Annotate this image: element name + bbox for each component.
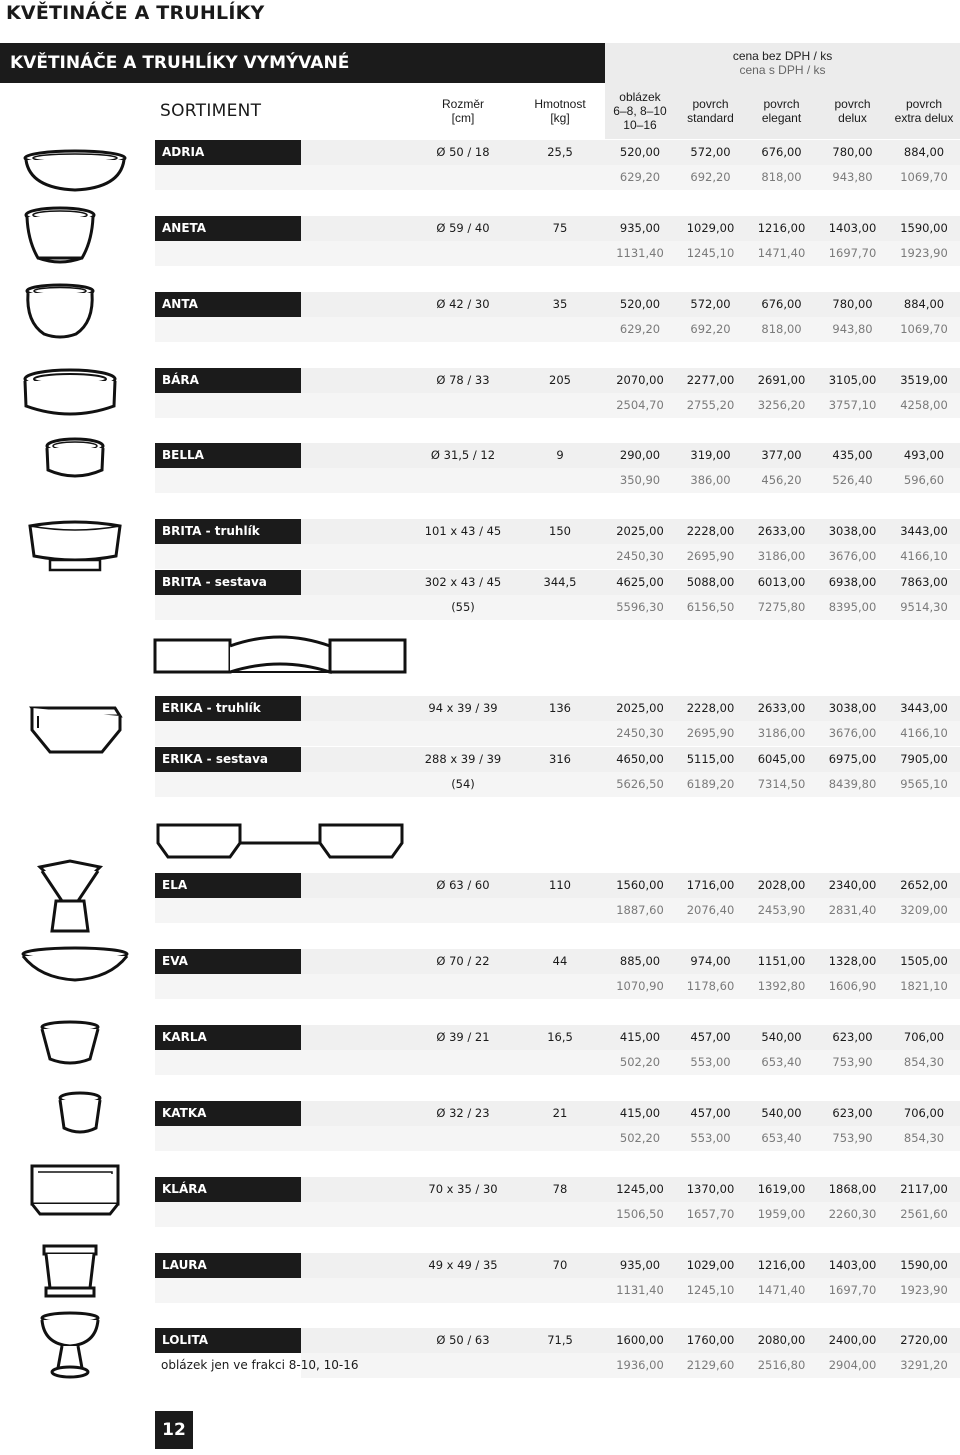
price-gross: 1923,90 <box>900 246 948 260</box>
price-net: 572,00 <box>690 297 731 311</box>
price-gross: 653,40 <box>761 1131 802 1145</box>
price-net: 1868,00 <box>828 1182 877 1196</box>
header-delux <box>817 83 888 139</box>
price-gross: 1069,70 <box>900 170 948 184</box>
price-gross: 1178,60 <box>686 979 735 993</box>
product-name: ERIKA - sestava <box>155 747 301 772</box>
price-gross: 818,00 <box>761 322 802 336</box>
price-gross: 653,40 <box>761 1055 802 1069</box>
price-gross: 943,80 <box>832 322 873 336</box>
price-net: 1403,00 <box>828 1258 877 1272</box>
price-gross: 1959,00 <box>757 1207 806 1221</box>
price-gross: 9514,30 <box>900 600 948 614</box>
price-gross: 9565,10 <box>900 777 948 791</box>
product-weight: 75 <box>552 221 568 235</box>
header-elegant <box>746 83 817 139</box>
price-net: 2633,00 <box>757 524 806 538</box>
price-net: 5088,00 <box>686 575 735 589</box>
price-gross: 3676,00 <box>828 726 877 740</box>
price-net: 2117,00 <box>900 1182 948 1196</box>
price-note-net: cena bez DPH / ks <box>732 49 833 63</box>
price-net: 2340,00 <box>828 878 877 892</box>
product-name: LAURA <box>155 1253 301 1278</box>
laura-illustration <box>20 1240 120 1302</box>
anta-illustration <box>20 282 100 344</box>
aneta-illustration <box>20 206 100 268</box>
price-gross: 692,20 <box>690 322 731 336</box>
price-gross: 629,20 <box>619 170 661 184</box>
product-size: Ø 50 / 63 <box>436 1333 490 1347</box>
price-gross: 2453,90 <box>757 903 806 917</box>
price-gross: 753,90 <box>832 1131 873 1145</box>
product-name: ERIKA - truhlík <box>155 696 301 721</box>
price-gross: 3256,20 <box>757 398 806 412</box>
price-gross: 1923,90 <box>900 1283 948 1297</box>
price-gross: 2504,70 <box>616 398 664 412</box>
product-name: ELA <box>155 873 301 898</box>
price-net: 2070,00 <box>616 373 664 387</box>
price-gross: 818,00 <box>761 170 802 184</box>
page-title: KVĚTINÁČE A TRUHLÍKY <box>6 2 265 24</box>
header-hmotnost-l2: [kg] <box>550 111 570 125</box>
price-gross: 1070,90 <box>616 979 664 993</box>
price-gross: 2755,20 <box>686 398 735 412</box>
price-net: 6045,00 <box>757 752 806 766</box>
product-weight: 136 <box>549 701 571 715</box>
price-gross: 1131,40 <box>616 246 664 260</box>
brita-sestava-illustration <box>150 632 410 684</box>
price-gross: 2260,30 <box>828 1207 877 1221</box>
product-size: Ø 32 / 23 <box>436 1106 490 1120</box>
price-gross: 2450,30 <box>616 549 664 563</box>
price-gross: 3291,20 <box>900 1358 948 1372</box>
price-net: 7863,00 <box>900 575 948 589</box>
header-hmotnost-l1: Hmotnost <box>534 97 586 111</box>
product-name: BÁRA <box>155 368 301 393</box>
header-rozmer <box>413 83 513 139</box>
product-size: Ø 31,5 / 12 <box>430 448 496 462</box>
header-sortiment: SORTIMENT <box>160 101 262 121</box>
price-net: 415,00 <box>619 1030 661 1044</box>
header-oblazek-l2: 6–8, 8–10 <box>613 104 667 118</box>
product-weight: 150 <box>549 524 571 538</box>
price-net: 1245,00 <box>616 1182 664 1196</box>
price-net: 2228,00 <box>686 524 735 538</box>
price-gross: 1245,10 <box>686 1283 735 1297</box>
price-net: 493,00 <box>903 448 945 462</box>
price-net: 1403,00 <box>828 221 877 235</box>
price-net: 377,00 <box>761 448 802 462</box>
price-net: 2652,00 <box>900 878 948 892</box>
price-gross: 350,90 <box>619 473 661 487</box>
price-gross: 502,20 <box>619 1131 661 1145</box>
price-gross: 3209,00 <box>900 903 948 917</box>
price-net: 540,00 <box>761 1106 802 1120</box>
price-net: 780,00 <box>832 297 873 311</box>
price-net: 435,00 <box>832 448 873 462</box>
price-net: 1370,00 <box>686 1182 735 1196</box>
product-name: LOLITA <box>155 1328 301 1353</box>
product-weight: 78 <box>552 1182 568 1196</box>
price-gross: 1606,90 <box>828 979 877 993</box>
price-gross: 2695,90 <box>686 549 735 563</box>
price-net: 885,00 <box>619 954 661 968</box>
price-net: 1328,00 <box>828 954 877 968</box>
price-net: 540,00 <box>761 1030 802 1044</box>
price-gross: 854,30 <box>903 1055 945 1069</box>
price-gross: 8439,80 <box>828 777 877 791</box>
price-gross: 753,90 <box>832 1055 873 1069</box>
price-net: 1590,00 <box>900 1258 948 1272</box>
header-extra-l2: extra delux <box>894 111 954 125</box>
price-net: 1505,00 <box>900 954 948 968</box>
price-gross: 5626,50 <box>616 777 664 791</box>
price-gross: 1506,50 <box>616 1207 664 1221</box>
price-net: 2025,00 <box>616 701 664 715</box>
price-gross: 4166,10 <box>900 726 948 740</box>
brita-truhlik-illustration <box>20 516 130 578</box>
price-net: 2025,00 <box>616 524 664 538</box>
header-standard-l1: povrch <box>692 97 729 111</box>
price-net: 884,00 <box>903 297 945 311</box>
price-gross: 943,80 <box>832 170 873 184</box>
header-elegant-l1: povrch <box>763 97 800 111</box>
price-gross: 6156,50 <box>686 600 735 614</box>
product-weight: 44 <box>552 954 568 968</box>
price-gross: 4258,00 <box>900 398 948 412</box>
price-gross: 1821,10 <box>900 979 948 993</box>
product-size: Ø 39 / 21 <box>436 1030 490 1044</box>
product-name: KATKA <box>155 1101 301 1126</box>
price-net: 6975,00 <box>828 752 877 766</box>
price-gross: 3186,00 <box>757 549 806 563</box>
price-gross: 3186,00 <box>757 726 806 740</box>
product-size: 288 x 39 / 39 (54) <box>424 752 502 791</box>
product-weight: 9 <box>556 448 564 462</box>
price-net: 3443,00 <box>900 524 948 538</box>
price-net: 974,00 <box>690 954 731 968</box>
header-oblazek-l3: 10–16 <box>623 118 657 132</box>
header-extra-l1: povrch <box>905 97 942 111</box>
price-gross: 2516,80 <box>757 1358 806 1372</box>
ela-illustration <box>20 857 120 935</box>
price-gross: 386,00 <box>690 473 731 487</box>
price-gross: 2076,40 <box>686 903 735 917</box>
price-net: 319,00 <box>690 448 731 462</box>
section-title: KVĚTINÁČE A TRUHLÍKY VYMÝVANÉ <box>0 43 605 83</box>
product-size: Ø 78 / 33 <box>436 373 490 387</box>
product-weight: 71,5 <box>547 1333 573 1347</box>
price-gross: 1131,40 <box>616 1283 664 1297</box>
lolita-illustration <box>20 1310 120 1382</box>
header-extra-delux <box>888 83 960 139</box>
lolita-note: oblázek jen ve frakci 8-10, 10-16 <box>161 1358 359 1372</box>
erika-sestava-illustration <box>150 815 410 867</box>
price-net: 1560,00 <box>616 878 664 892</box>
price-net: 457,00 <box>690 1030 731 1044</box>
product-size: 70 x 35 / 30 <box>428 1182 498 1196</box>
price-gross: 502,20 <box>619 1055 661 1069</box>
product-weight: 110 <box>549 878 571 892</box>
header-delux-l1: povrch <box>834 97 871 111</box>
price-net: 2080,00 <box>757 1333 806 1347</box>
price-net: 520,00 <box>619 145 661 159</box>
price-net: 1029,00 <box>686 221 735 235</box>
price-gross: 3757,10 <box>828 398 877 412</box>
price-net: 1029,00 <box>686 1258 735 1272</box>
price-gross: 7275,80 <box>757 600 806 614</box>
price-net: 3105,00 <box>828 373 877 387</box>
price-net: 706,00 <box>903 1106 945 1120</box>
product-weight: 316 <box>549 752 571 766</box>
price-gross: 3676,00 <box>828 549 877 563</box>
header-oblazek <box>605 83 675 139</box>
price-net: 1216,00 <box>757 1258 806 1272</box>
product-weight: 16,5 <box>547 1030 573 1044</box>
price-gross: 1069,70 <box>900 322 948 336</box>
price-net: 520,00 <box>619 297 661 311</box>
price-gross: 1697,70 <box>828 1283 877 1297</box>
price-gross: 1245,10 <box>686 246 735 260</box>
price-net: 1600,00 <box>616 1333 664 1347</box>
price-gross: 7314,50 <box>757 777 806 791</box>
product-size: 101 x 43 / 45 <box>424 524 502 538</box>
price-gross: 2695,90 <box>686 726 735 740</box>
product-size: 302 x 43 / 45 (55) <box>424 575 502 614</box>
product-name: ANETA <box>155 216 301 241</box>
price-gross: 5596,30 <box>616 600 664 614</box>
price-net: 706,00 <box>903 1030 945 1044</box>
price-net: 2691,00 <box>757 373 806 387</box>
price-net: 1619,00 <box>757 1182 806 1196</box>
product-weight: 25,5 <box>547 145 573 159</box>
header-standard <box>675 83 746 139</box>
adria-illustration <box>20 148 130 193</box>
price-net: 2028,00 <box>757 878 806 892</box>
price-gross: 4166,10 <box>900 549 948 563</box>
bara-illustration <box>20 368 120 420</box>
price-net: 2720,00 <box>900 1333 948 1347</box>
price-net: 290,00 <box>619 448 661 462</box>
product-weight: 205 <box>549 373 571 387</box>
price-net: 2228,00 <box>686 701 735 715</box>
product-weight: 344,5 <box>543 575 577 589</box>
price-gross: 553,00 <box>690 1055 731 1069</box>
page-number: 12 <box>155 1411 193 1449</box>
product-size: 49 x 49 / 35 <box>428 1258 498 1272</box>
price-net: 780,00 <box>832 145 873 159</box>
eva-illustration <box>20 946 130 988</box>
price-gross: 1936,00 <box>616 1358 664 1372</box>
price-net: 5115,00 <box>686 752 735 766</box>
price-net: 7905,00 <box>900 752 948 766</box>
price-gross: 2561,60 <box>900 1207 948 1221</box>
product-name: BELLA <box>155 443 301 468</box>
price-net: 935,00 <box>619 221 661 235</box>
product-size: 94 x 39 / 39 <box>428 701 498 715</box>
product-weight: 70 <box>552 1258 568 1272</box>
price-gross: 2129,60 <box>686 1358 735 1372</box>
product-size: Ø 70 / 22 <box>436 954 490 968</box>
price-net: 457,00 <box>690 1106 731 1120</box>
price-net: 3443,00 <box>900 701 948 715</box>
header-oblazek-l1: oblázek <box>619 90 661 104</box>
price-gross: 1471,40 <box>757 1283 806 1297</box>
erika-truhlik-illustration <box>20 700 130 762</box>
klara-illustration <box>20 1160 130 1220</box>
price-net: 1216,00 <box>757 221 806 235</box>
price-note-gross: cena s DPH / ks <box>739 63 826 77</box>
price-net: 2400,00 <box>828 1333 877 1347</box>
price-net: 6013,00 <box>757 575 806 589</box>
product-size: Ø 63 / 60 <box>436 878 490 892</box>
price-net: 1590,00 <box>900 221 948 235</box>
price-net: 572,00 <box>690 145 731 159</box>
price-net: 623,00 <box>832 1030 873 1044</box>
price-gross: 596,60 <box>903 473 945 487</box>
header-elegant-l2: elegant <box>761 111 802 125</box>
product-size: Ø 42 / 30 <box>436 297 490 311</box>
price-net: 3038,00 <box>828 701 877 715</box>
price-gross: 2450,30 <box>616 726 664 740</box>
price-net: 2277,00 <box>686 373 735 387</box>
price-net: 6938,00 <box>828 575 877 589</box>
price-gross: 854,30 <box>903 1131 945 1145</box>
price-gross: 629,20 <box>619 322 661 336</box>
price-net: 3038,00 <box>828 524 877 538</box>
price-net: 4625,00 <box>616 575 664 589</box>
karla-illustration <box>20 1019 120 1071</box>
price-gross: 1657,70 <box>686 1207 735 1221</box>
product-name: BRITA - truhlík <box>155 519 301 544</box>
price-net: 1151,00 <box>757 954 806 968</box>
header-hmotnost <box>510 83 610 139</box>
price-net: 2633,00 <box>757 701 806 715</box>
price-net: 676,00 <box>761 297 802 311</box>
price-gross: 1887,60 <box>616 903 664 917</box>
product-size: Ø 50 / 18 <box>436 145 490 159</box>
price-gross: 1471,40 <box>757 246 806 260</box>
bella-illustration <box>20 436 120 486</box>
price-gross: 2831,40 <box>828 903 877 917</box>
product-name: ADRIA <box>155 140 301 165</box>
price-net: 3519,00 <box>900 373 948 387</box>
product-name: KARLA <box>155 1025 301 1050</box>
header-rozmer-l2: [cm] <box>451 111 475 125</box>
price-net: 676,00 <box>761 145 802 159</box>
price-gross: 1392,80 <box>757 979 806 993</box>
price-gross: 526,40 <box>832 473 873 487</box>
price-net: 1760,00 <box>686 1333 735 1347</box>
price-gross: 6189,20 <box>686 777 735 791</box>
header-rozmer-l1: Rozměr <box>441 97 484 111</box>
price-gross: 1697,70 <box>828 246 877 260</box>
price-gross: 2904,00 <box>828 1358 877 1372</box>
price-note <box>605 43 960 83</box>
product-weight: 21 <box>552 1106 568 1120</box>
header-delux-l2: delux <box>838 111 867 125</box>
product-name: ANTA <box>155 292 301 317</box>
katka-illustration <box>20 1090 120 1142</box>
price-gross: 692,20 <box>690 170 731 184</box>
price-gross: 456,20 <box>761 473 802 487</box>
price-net: 935,00 <box>619 1258 661 1272</box>
product-name: EVA <box>155 949 301 974</box>
price-net: 415,00 <box>619 1106 661 1120</box>
product-name: BRITA - sestava <box>155 570 301 595</box>
price-net: 884,00 <box>903 145 945 159</box>
price-gross: 553,00 <box>690 1131 731 1145</box>
price-net: 623,00 <box>832 1106 873 1120</box>
price-gross: 8395,00 <box>828 600 877 614</box>
price-net: 4650,00 <box>616 752 664 766</box>
header-standard-l2: standard <box>687 111 734 125</box>
product-name: KLÁRA <box>155 1177 301 1202</box>
product-size: Ø 59 / 40 <box>436 221 490 235</box>
price-net: 1716,00 <box>686 878 735 892</box>
product-weight: 35 <box>552 297 568 311</box>
